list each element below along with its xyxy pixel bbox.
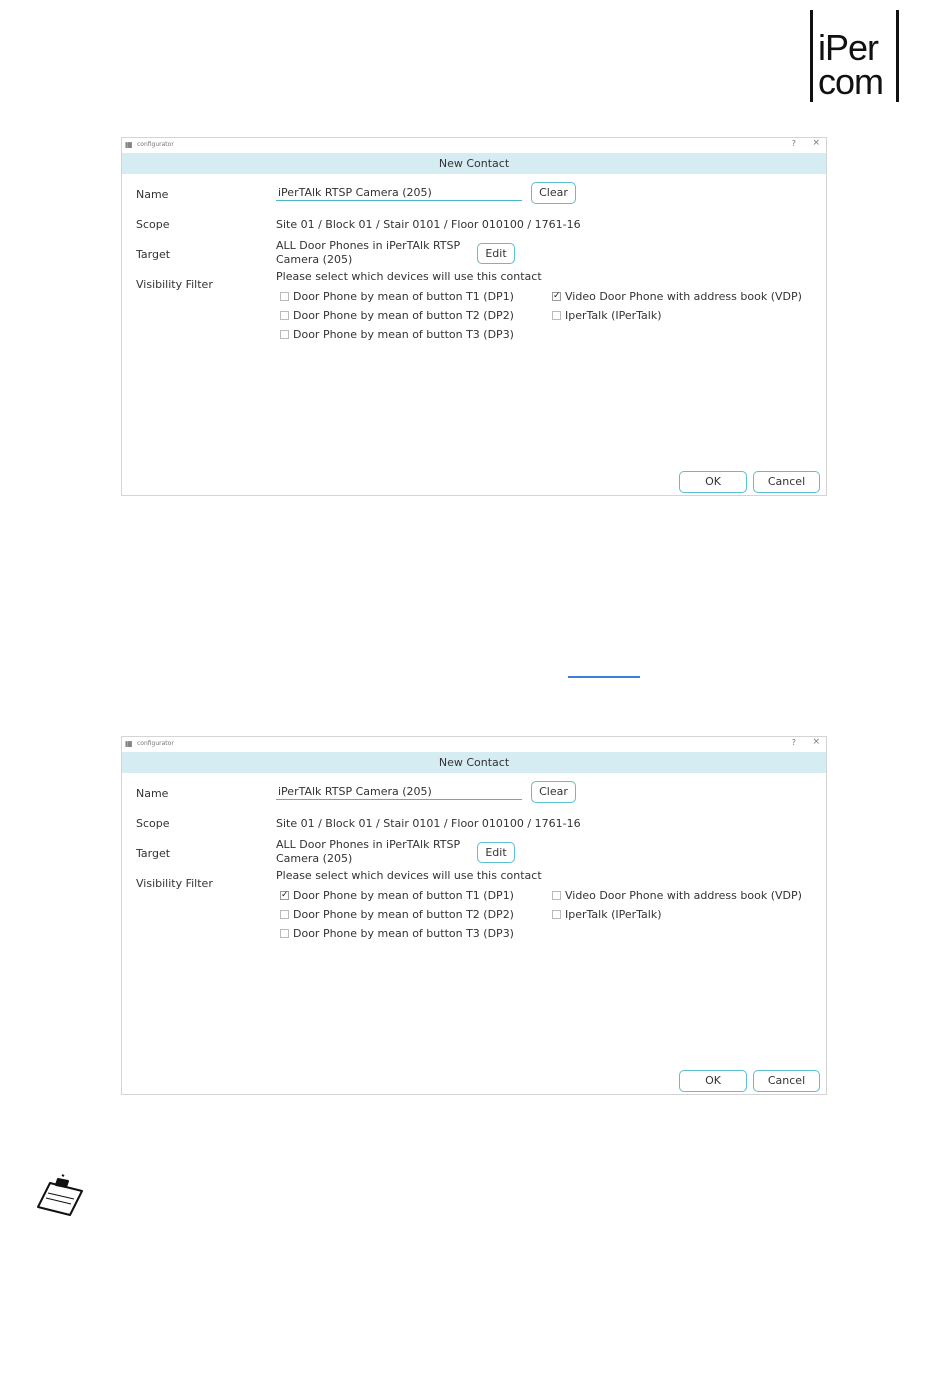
option-dp3[interactable] bbox=[280, 328, 514, 342]
dialog-header: New Contact bbox=[122, 153, 826, 174]
dialog-header: New Contact bbox=[122, 752, 826, 773]
option-dp1[interactable] bbox=[280, 889, 514, 903]
option-dp2[interactable] bbox=[280, 908, 514, 922]
close-icon[interactable]: × bbox=[812, 138, 820, 148]
option-vdp[interactable] bbox=[552, 889, 802, 903]
checkbox[interactable] bbox=[280, 311, 289, 320]
ok-button[interactable]: OK bbox=[679, 1070, 747, 1092]
logo-text-top: iPer bbox=[818, 27, 879, 68]
option-label: Door Phone by mean of button T2 (DP2) bbox=[293, 908, 514, 921]
cancel-button[interactable]: Cancel bbox=[753, 1070, 820, 1092]
option-ipertalk[interactable] bbox=[552, 908, 662, 922]
name-label: Name bbox=[136, 188, 169, 201]
option-vdp[interactable] bbox=[552, 290, 802, 304]
logo-bar-right bbox=[896, 10, 899, 102]
checkbox[interactable] bbox=[552, 910, 561, 919]
visibility-prompt: Please select which devices will use this contact bbox=[276, 270, 542, 283]
scope-label: Scope bbox=[136, 817, 170, 830]
help-button[interactable]: ? bbox=[791, 738, 796, 747]
checkbox[interactable] bbox=[552, 311, 561, 320]
close-icon[interactable]: × bbox=[812, 737, 820, 747]
visibility-filter-label: Visibility Filter bbox=[136, 877, 213, 890]
edit-button[interactable]: Edit bbox=[477, 842, 515, 863]
checkbox-checked[interactable]: ✓ bbox=[281, 889, 289, 900]
name-label: Name bbox=[136, 787, 169, 800]
option-dp1[interactable] bbox=[280, 290, 514, 304]
checkbox[interactable] bbox=[280, 330, 289, 339]
name-input[interactable]: iPerTAlk RTSP Camera (205) bbox=[276, 784, 522, 800]
clear-button[interactable]: Clear bbox=[531, 781, 576, 803]
option-label: Door Phone by mean of button T3 (DP3) bbox=[293, 927, 514, 940]
clear-button[interactable]: Clear bbox=[531, 182, 576, 204]
option-dp2[interactable] bbox=[280, 309, 514, 323]
window-title: configurator bbox=[137, 141, 174, 148]
option-label: Door Phone by mean of button T1 (DP1) bbox=[293, 889, 514, 902]
link-underline[interactable] bbox=[568, 676, 640, 678]
option-label: Video Door Phone with address book (VDP) bbox=[565, 889, 802, 902]
option-ipertalk[interactable] bbox=[552, 309, 662, 323]
new-contact-dialog-2 bbox=[121, 736, 827, 1095]
ipercom-logo bbox=[806, 10, 902, 104]
option-label: Door Phone by mean of button T3 (DP3) bbox=[293, 328, 514, 341]
visibility-prompt: Please select which devices will use this contact bbox=[276, 869, 542, 882]
visibility-filter-label: Visibility Filter bbox=[136, 278, 213, 291]
logo-text-bottom: com bbox=[818, 61, 884, 102]
checkbox[interactable] bbox=[280, 292, 289, 301]
window-titlebar bbox=[122, 737, 826, 752]
checkbox-checked[interactable]: ✓ bbox=[553, 290, 561, 301]
new-contact-dialog-1 bbox=[121, 137, 827, 496]
checkbox[interactable] bbox=[280, 929, 289, 938]
option-label: Video Door Phone with address book (VDP) bbox=[565, 290, 802, 303]
app-icon: ▦ bbox=[125, 739, 133, 748]
checkbox[interactable] bbox=[552, 891, 561, 900]
window-title: configurator bbox=[137, 740, 174, 747]
target-value: ALL Door Phones in iPerTAlk RTSP Camera (205) bbox=[276, 838, 461, 865]
target-label: Target bbox=[136, 248, 171, 261]
scope-label: Scope bbox=[136, 218, 170, 231]
clipboard-note-icon bbox=[36, 1173, 86, 1217]
name-input[interactable]: iPerTAlk RTSP Camera (205) bbox=[276, 185, 522, 201]
cancel-button[interactable]: Cancel bbox=[753, 471, 820, 493]
target-label: Target bbox=[136, 847, 171, 860]
app-icon: ▦ bbox=[125, 140, 133, 149]
scope-value: Site 01 / Block 01 / Stair 0101 / Floor 010100 / 1761-16 bbox=[276, 817, 581, 830]
checkbox[interactable] bbox=[280, 910, 289, 919]
target-value: ALL Door Phones in iPerTAlk RTSP Camera (205) bbox=[276, 239, 461, 266]
option-label: IperTalk (IPerTalk) bbox=[565, 908, 662, 921]
window-titlebar bbox=[122, 138, 826, 153]
edit-button[interactable]: Edit bbox=[477, 243, 515, 264]
option-label: Door Phone by mean of button T1 (DP1) bbox=[293, 290, 514, 303]
help-button[interactable]: ? bbox=[791, 139, 796, 148]
option-label: IperTalk (IPerTalk) bbox=[565, 309, 662, 322]
scope-value: Site 01 / Block 01 / Stair 0101 / Floor 010100 / 1761-16 bbox=[276, 218, 581, 231]
logo-bar-left bbox=[810, 10, 813, 102]
option-dp3[interactable] bbox=[280, 927, 514, 941]
ok-button[interactable]: OK bbox=[679, 471, 747, 493]
option-label: Door Phone by mean of button T2 (DP2) bbox=[293, 309, 514, 322]
